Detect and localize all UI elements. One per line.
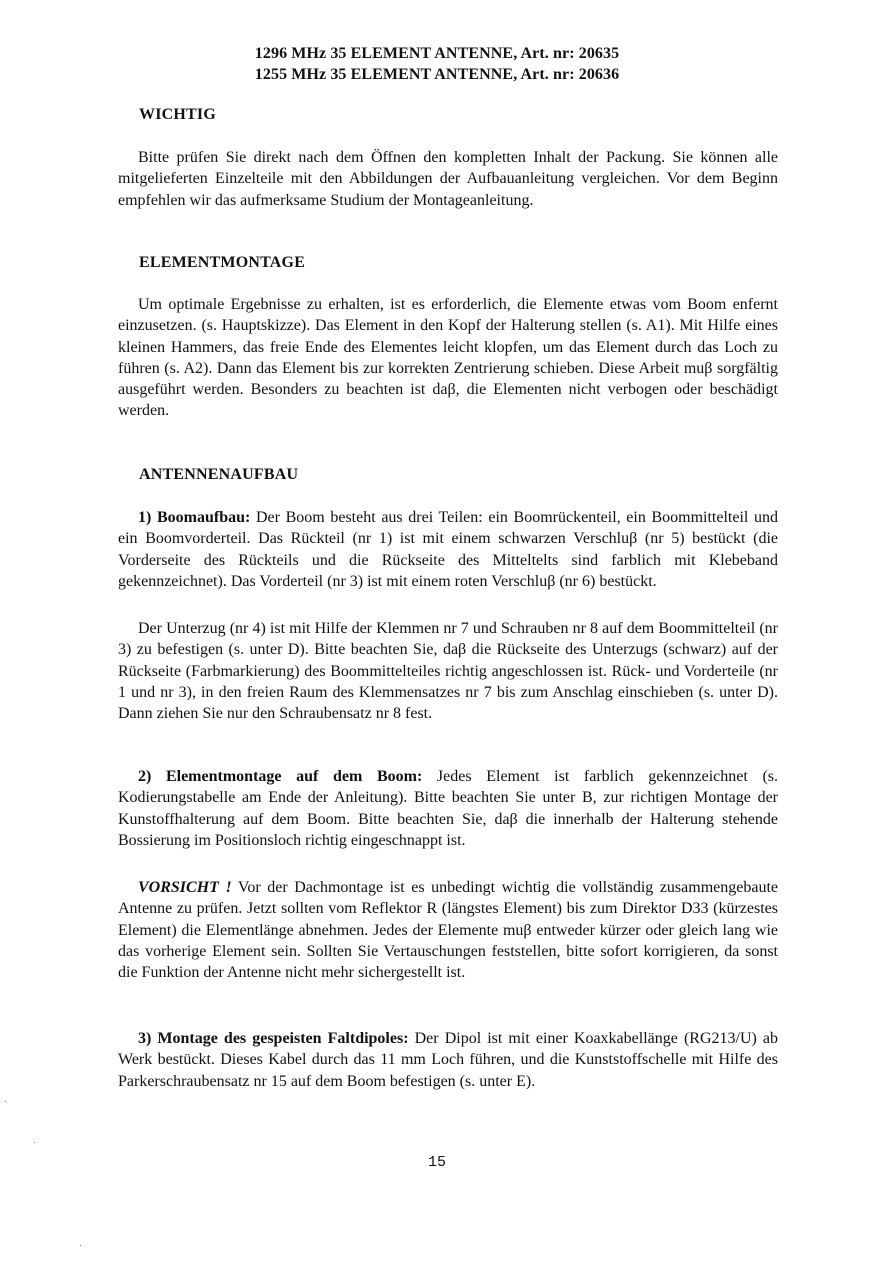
heading-wichtig: WICHTIG xyxy=(139,106,216,123)
step-1-label: 1) Boomaufbau: xyxy=(138,509,251,526)
heading-elementmontage: ELEMENTMONTAGE xyxy=(139,254,306,271)
scan-speck xyxy=(34,1142,35,1143)
step-1-text: Der Boom besteht aus drei Teilen: ein Boomrückenteil, ein Boommittelteil und ein Boomvorderteil. Das Rückteil (nr 1) ist mit einem schwarzen Verschluβ (nr 5) bestückt (die Vorderseite des Rückteils und die Rückseite des Mitteltelts sind farblich mit Klebeband gekennzeichnet). Das Vorderteil (nr 3) ist mit einem roten Verschluβ (nr 6) bestückt. xyxy=(118,509,778,590)
step-2-label: 2) Elementmontage auf dem Boom: xyxy=(138,768,423,785)
step-3-label: 3) Montage des gespeisten Faltdipoles: xyxy=(138,1030,409,1047)
warning-text: Vor der Dachmontage ist es unbedingt wichtig die vollständig zusammengebaute Antenne zu prüfen. Jetzt sollten vom Reflektor R (längstes Element) bis zum Direktor D33 (kürzestes Element) die Elementlänge abnehmen. Jedes der Elemente muβ entweder kürzer oder gleich lang wie das vorherige Element sein. Sollten Sie Vertauschungen feststellen, bitte sofort korrigieren, da sonst die Funktion der Antenne nicht mehr sichergestellt ist. xyxy=(118,879,778,982)
paragraph-step-3 xyxy=(118,1028,778,1092)
document-title-line-1: 1296 MHz 35 ELEMENT ANTENNE, Art. nr: 20635 xyxy=(254,45,620,62)
step-2-text: Jedes Element ist farblich gekennzeichnet (s. Kodierungstabelle am Ende der Anleitung). Bitte beachten Sie unter B, zur richtigen Montage der Kunstoffhalterung auf dem Boom. Bitte beachten Sie, daβ die innerhalb der Halterung stehende Bossierung im Positionsloch richtig eingeschnappt ist. xyxy=(118,768,779,849)
step-3-text: Der Dipol ist mit einer Koaxkabellänge (RG213/U) ab Werk bestückt. Dieses Kabel durch das 11 mm Loch führen, und die Kunststoffschelle mit Hilfe des Parkerschraubensatz nr 15 auf dem Boom befestigen (s. unter E). xyxy=(118,1030,779,1090)
paragraph-wichtig: Bitte prüfen Sie direkt nach dem Öffnen den kompletten Inhalt der Packung. Sie können alle mitgelieferten Einzelteile mit den Abbildungen der Aufbauanleitung vergleichen. Vor dem Beginn empfehlen wir das aufmerksame Studium der Montageanleitung. xyxy=(118,149,778,209)
paragraph-step-1-continued: Der Unterzug (nr 4) ist mit Hilfe der Klemmen nr 7 und Schrauben nr 8 auf dem Boommittelteil (nr 3) zu befestigen (s. unter D). Bitte beachten Sie, daβ die Rückseite des Unterzugs (schwarz) auf der Rückseite (Farbmarkierung) des Boommittelteiles richtig angeschlossen ist. Rück- und Vorderteile (nr 1 und nr 3), in den freien Raum des Klemmensatzes nr 7 bis zum Anschlag einschieben (s. unter D). Dann ziehen Sie nur den Schraubensatz nr 8 fest. xyxy=(118,620,778,723)
warning-label: VORSICHT ! xyxy=(138,879,232,896)
paragraph-step-2 xyxy=(118,766,778,851)
scan-speck xyxy=(5,1101,6,1102)
scan-speck xyxy=(80,1245,81,1246)
document-title-line-2: 1255 MHz 35 ELEMENT ANTENNE, Art. nr: 20636 xyxy=(254,66,620,83)
paragraph-step-1 xyxy=(118,507,778,592)
heading-antennenaufbau: ANTENNENAUFBAU xyxy=(139,466,299,483)
paragraph-vorsicht xyxy=(118,877,778,983)
page-number: 15 xyxy=(427,1154,446,1171)
paragraph-elementmontage: Um optimale Ergebnisse zu erhalten, ist es erforderlich, die Elemente etwas vom Boom enfernt einzusetzen. (s. Hauptskizze). Das Element in den Kopf der Halterung stellen (s. A1). Mit Hilfe eines kleinen Hammers, das freie Ende des Elementes leicht klopfen, um das Element durch das Loch zu führen (s. A2). Dann das Element bis zur korrekten Zentrierung schieben. Diese Arbeit muβ sorgfältig ausgeführt werden. Besonders zu beachten ist daβ, die Elementen nicht verbogen oder beschädigt werden. xyxy=(118,296,778,420)
